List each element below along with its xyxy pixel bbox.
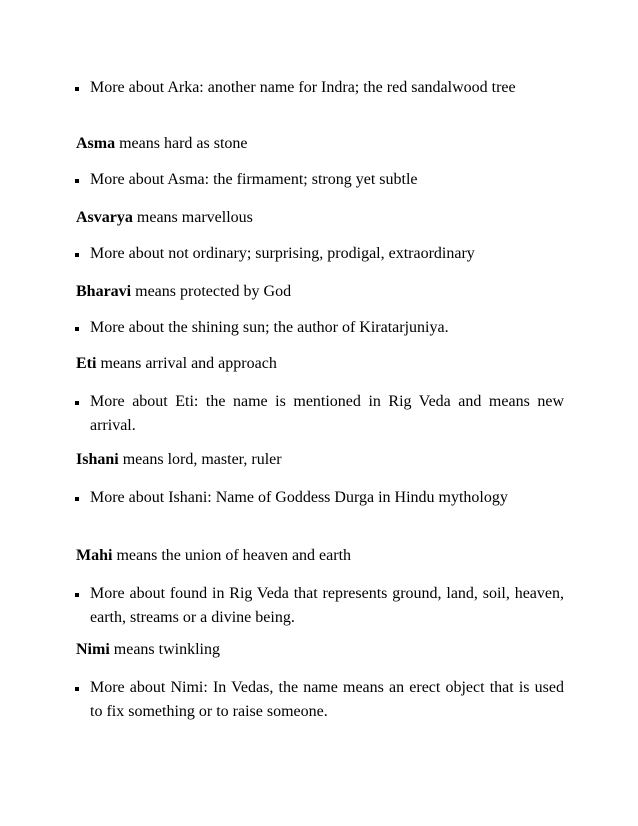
bullet-item-asvarya	[74, 242, 564, 266]
bullet-icon	[75, 179, 79, 183]
name-meaning: means the union of heaven and earth	[112, 547, 352, 564]
bullet-item-nimi	[74, 676, 564, 724]
bullet-icon	[75, 497, 79, 501]
bullet-text: More about Asma: the firmament; strong yet subtle	[90, 171, 418, 188]
bullet-text: More about Nimi: In Vedas, the name means an erect object that is used to fix something or to raise someone.	[90, 679, 564, 720]
name-entry-bharavi	[76, 280, 564, 304]
name-meaning: means twinkling	[109, 641, 220, 658]
name-entry-asma	[76, 132, 564, 156]
bullet-item-asma	[74, 168, 564, 192]
bullet-icon	[75, 593, 79, 597]
bullet-text: More about found in Rig Veda that represents ground, land, soil, heaven, earth, streams or a divine being.	[90, 585, 564, 626]
bullet-text: More about not ordinary; surprising, prodigal, extraordinary	[90, 245, 475, 262]
bullet-text: More about Arka: another name for Indra; the red sandalwood tree	[90, 79, 516, 96]
name-term: Asma	[76, 135, 116, 152]
bullet-item-arka	[74, 76, 564, 100]
bullet-text: More about Ishani: Name of Goddess Durga in Hindu mythology	[90, 489, 508, 506]
name-entry-nimi	[76, 638, 564, 662]
name-meaning: means lord, master, ruler	[118, 451, 282, 468]
name-meaning: means hard as stone	[115, 135, 248, 152]
bullet-text: More about the shining sun; the author of Kiratarjuniya.	[90, 319, 449, 336]
bullet-item-bharavi	[74, 316, 564, 340]
bullet-icon	[75, 253, 79, 257]
name-term: Nimi	[76, 641, 110, 658]
bullet-icon	[75, 327, 79, 331]
name-term: Bharavi	[76, 283, 132, 300]
name-term: Ishani	[76, 451, 119, 468]
bullet-icon	[75, 401, 79, 405]
name-entry-mahi	[76, 544, 564, 568]
name-entry-ishani	[76, 448, 564, 472]
bullet-text: More about Eti: the name is mentioned in Rig Veda and means new arrival.	[90, 393, 564, 434]
bullet-item-ishani	[74, 486, 564, 510]
bullet-item-eti	[74, 390, 564, 438]
bullet-icon	[75, 87, 79, 91]
name-meaning: means protected by God	[131, 283, 292, 300]
name-entry-asvarya	[76, 206, 564, 230]
bullet-item-mahi	[74, 582, 564, 630]
name-term: Mahi	[76, 547, 113, 564]
name-term: Asvarya	[76, 209, 133, 226]
name-meaning: means marvellous	[132, 209, 253, 226]
name-term: Eti	[76, 355, 97, 372]
bullet-icon	[75, 687, 79, 691]
name-meaning: means arrival and approach	[96, 355, 277, 372]
name-entry-eti	[76, 352, 564, 376]
